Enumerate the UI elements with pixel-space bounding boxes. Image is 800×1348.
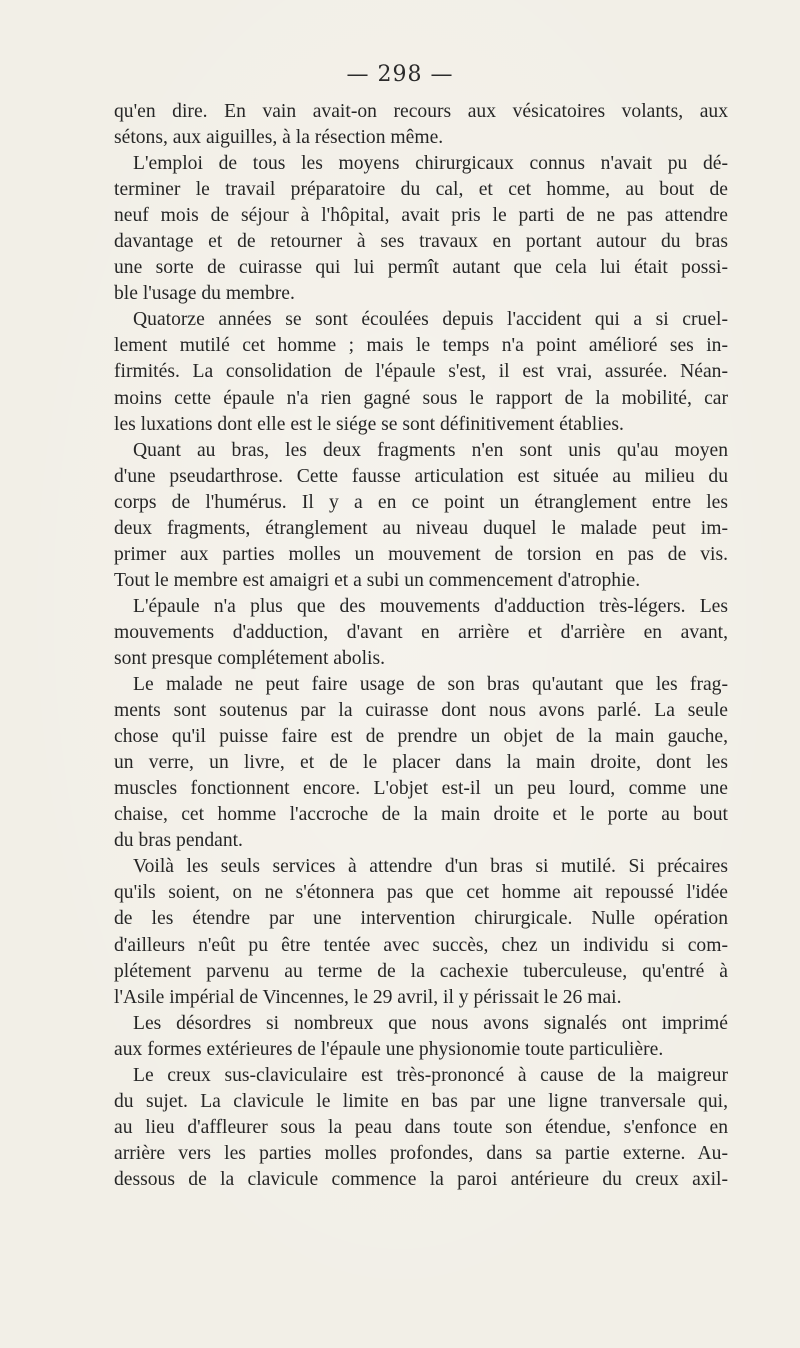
paragraph [114,854,728,1010]
text-line: au lieu d'affleurer sous la peau dans toute son étendue, s'enfonce en [114,1116,728,1138]
text-line: chose qu'il puisse faire est de prendre un objet de la main gauche, [114,726,728,748]
text-line: L'emploi de tous les moyens chirurgicaux connus n'avait pu dé- [133,153,728,175]
text-line: Quatorze années se sont écoulées depuis l'accident qui a si cruel- [133,309,728,331]
text-line: muscles fonctionnent encore. L'objet est-il un peu lourd, comme une [114,778,728,800]
text-line: firmités. La consolidation de l'épaule s'est, il est vrai, assurée. Néan- [114,361,728,383]
text-line: ments sont soutenus par la cuirasse dont nous avons parlé. La seule [114,700,728,722]
text-line: davantage et de retourner à ses travaux en portant autour du bras [114,231,728,253]
paragraph [114,672,728,854]
body-text [114,99,728,1193]
paragraph [114,151,728,307]
text-line: sont presque complétement abolis. [114,647,385,669]
text-line: Le malade ne peut faire usage de son bras qu'autant que les frag- [133,674,728,696]
text-line: mouvements d'adduction, d'avant en arrière et d'arrière en avant, [114,621,728,643]
text-line: du sujet. La clavicule le limite en bas par une ligne tranversale qui, [114,1090,728,1112]
text-line: primer aux parties molles un mouvement de torsion en pas de vis. [114,543,728,565]
text-line: neuf mois de séjour à l'hôpital, avait pris le parti de ne pas attendre [114,205,728,227]
text-line: Tout le membre est amaigri et a subi un commencement d'atrophie. [114,569,641,591]
text-line: lement mutilé cet homme ; mais le temps n'a point amélioré ses in- [114,335,728,357]
text-line: Voilà les seuls services à attendre d'un bras si mutilé. Si précaires [133,856,728,878]
text-line: Les désordres si nombreux que nous avons signalés ont imprimé [133,1012,728,1034]
paragraph [114,1011,728,1063]
text-line: plétement parvenu au terme de la cachexie tuberculeuse, qu'entré à [114,960,728,982]
text-line: chaise, cet homme l'accroche de la main droite et le porte au bout [114,804,728,826]
paragraph [114,307,728,437]
text-line: moins cette épaule n'a rien gagné sous le rapport de la mobilité, car [114,387,728,409]
paragraph [114,594,728,672]
text-line: sétons, aux aiguilles, à la résection même. [114,127,444,149]
paragraph [114,438,728,594]
text-line: un verre, un livre, et de le placer dans la main droite, dont les [114,752,728,774]
page-number: — 298 — [346,62,454,87]
text-line: arrière vers les parties molles profondes, dans sa partie externe. Au- [114,1142,728,1164]
text-line: qu'ils soient, on ne s'étonnera pas que cet homme ait repoussé l'idée [114,882,728,904]
text-line: ble l'usage du membre. [114,283,295,305]
text-line: Quant au bras, les deux fragments n'en sont unis qu'au moyen [133,439,728,461]
text-line: qu'en dire. En vain avait-on recours aux vésicatoires volants, aux [114,101,728,122]
text-line: terminer le travail préparatoire du cal, et cet homme, au bout de [114,179,728,201]
text-line: Le creux sus-claviculaire est très-prononcé à cause de la maigreur [133,1064,728,1086]
text-line: d'une pseudarthrose. Cette fausse articulation est située au milieu du [114,465,728,487]
text-line: du bras pendant. [114,830,243,852]
paragraph [114,1063,728,1193]
text-line: d'ailleurs n'eût pu être tentée avec succès, chez un individu si com- [114,934,728,956]
text-line: aux formes extérieures de l'épaule une physionomie toute particulière. [114,1038,664,1060]
text-line: deux fragments, étranglement au niveau duquel le malade peut im- [114,517,728,539]
text-line: dessous de la clavicule commence la paroi antérieure du creux axil- [114,1168,728,1190]
text-line: une sorte de cuirasse qui lui permît autant que cela lui était possi- [114,257,728,279]
text-line: de les étendre par une intervention chirurgicale. Nulle opération [114,908,728,930]
text-line: les luxations dont elle est le siége se sont définitivement établies. [114,413,624,435]
text-line: l'Asile impérial de Vincennes, le 29 avril, il y périssait le 26 mai. [114,986,622,1008]
text-line: L'épaule n'a plus que des mouvements d'adduction très-légers. Les [133,595,728,617]
paragraph [114,99,728,151]
text-line: corps de l'humérus. Il y a en ce point un étranglement entre les [114,491,728,513]
